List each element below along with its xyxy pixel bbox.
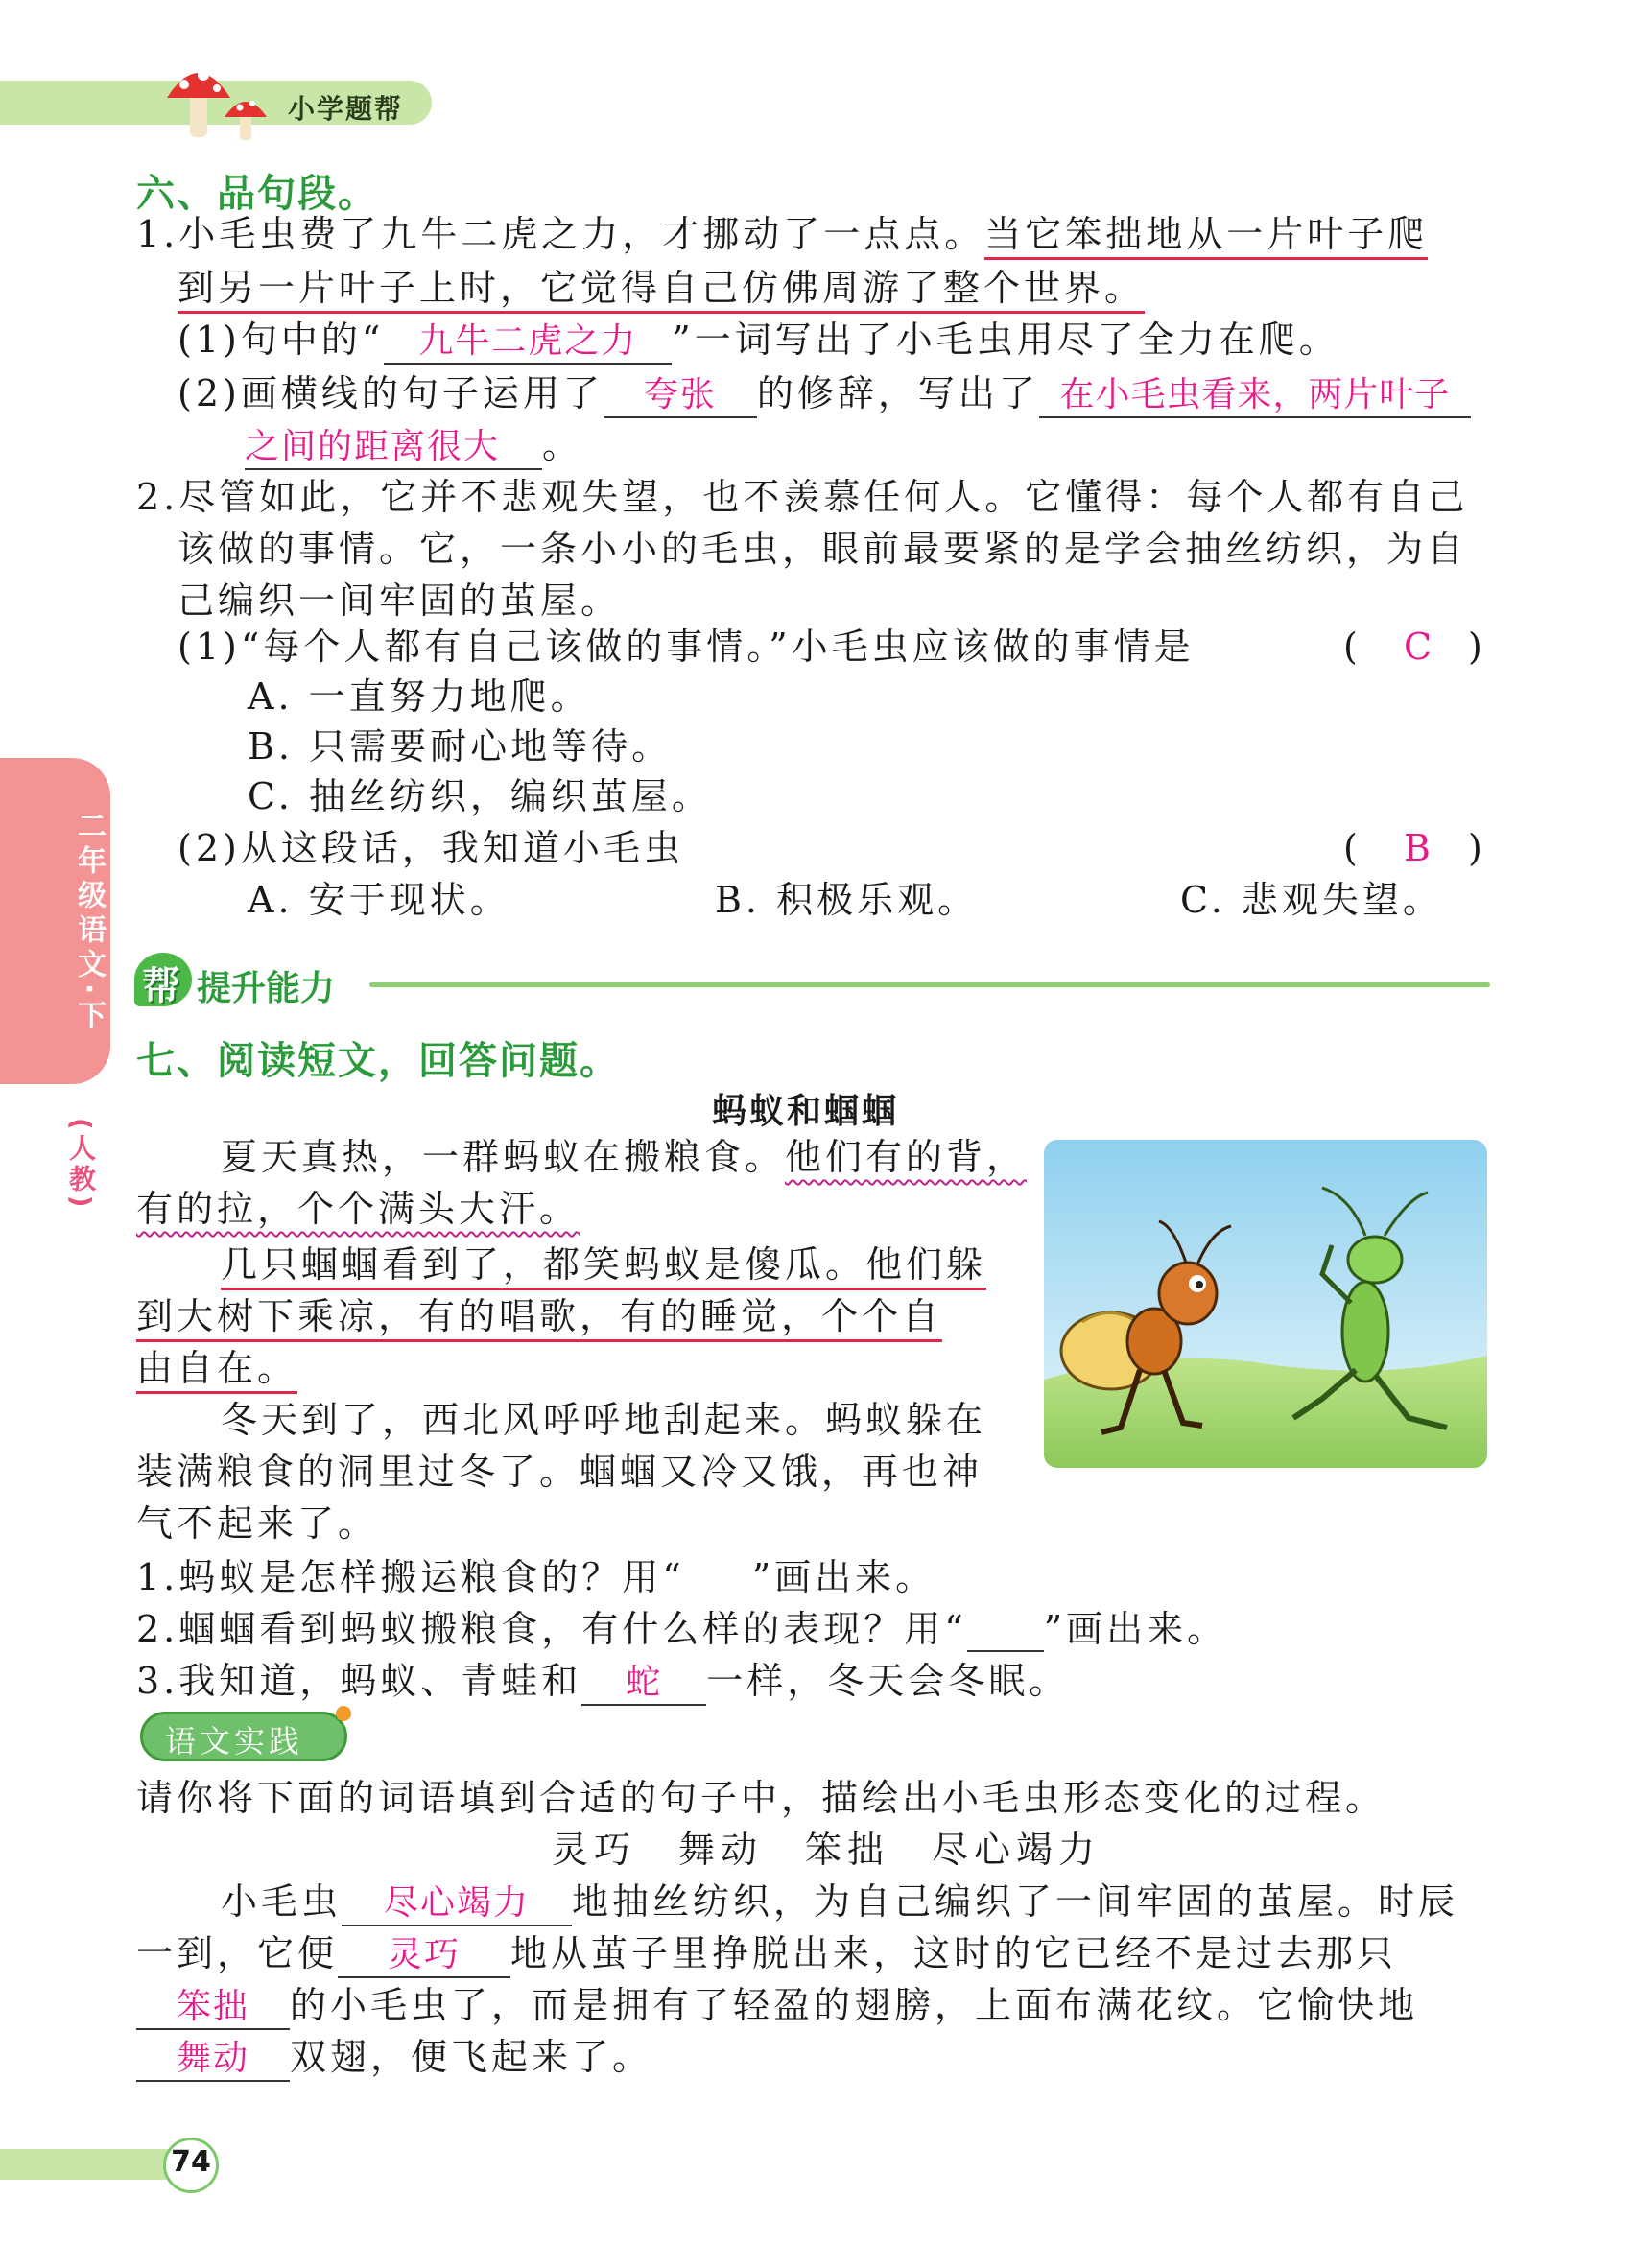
s6-q1-sub1: (1)句中的“ 九牛二虎之力 ”一词写出了小毛虫用尽了全力在爬。 (178, 315, 1339, 365)
s6-q2-sub1: (1)“每个人都有自己该做的事情。”小毛虫应该做的事情是 (178, 626, 1195, 668)
story-p3c: 气不起来了。 (136, 1502, 379, 1545)
side-edition-label: (人教) (65, 1118, 97, 1212)
ability-banner-label: 提升能力 (197, 969, 336, 1008)
s6-q2-sub2-paren-close: ) (1468, 827, 1482, 869)
s7-q3: 3.我知道，蚂蚁、青蛙和 蛇 一样，冬天会冬眠。 (136, 1656, 1069, 1706)
s6-q1-num: 1. (136, 213, 179, 255)
s6-q2-line2: 该做的事情。它，一条小小的毛虫，眼前最要紧的是学会抽丝纺织，为自 (178, 528, 1468, 570)
section6-title: 六、品句段。 (136, 172, 378, 216)
s6-q1-sub2-answer1: 夸张 (604, 374, 757, 418)
s7-q2-line-sample (967, 1608, 1044, 1652)
s6-q1-sub2-answer2b: 之间的距离很大 (245, 426, 542, 470)
story-p3a: 冬天到了，西北风呼呼地刮起来。蚂蚁躲在 (221, 1399, 987, 1441)
s6-q2-sub1-answer: C (1404, 626, 1433, 668)
s7-q1: 1.蚂蚁是怎样搬运粮食的？用“ ”画出来。 (136, 1552, 935, 1602)
s6-q2-sub2-paren-open: ( (1343, 827, 1358, 869)
page-number: 74 (171, 2145, 211, 2179)
s6-q2-sub2-opt-b: B. 积极乐观。 (715, 879, 979, 921)
story-p2a: 几只蝈蝈看到了，都笑蚂蚁是傻瓜。他们躲 (221, 1240, 986, 1289)
story-p3b: 装满粮食的洞里过冬了。蝈蝈又冷又饿，再也神 (136, 1451, 983, 1493)
s6-q1-sub2: (2)画横线的句子运用了 夸张 的修辞，写出了 在小毛虫看来，两片叶子 (178, 368, 1471, 418)
s6-q1-text: 小毛虫费了九牛二虎之力，才挪动了一点点。 (178, 213, 985, 255)
s6-q2-line3: 己编织一间牢固的茧屋。 (178, 579, 622, 622)
practice-l1: 小毛虫 尽心竭力 地抽丝纺织，为自己编织了一间牢固的茧屋。时辰 (221, 1877, 1458, 1926)
s6-q2-opt-a: A. 一直努力地爬。 (248, 675, 591, 718)
practice-l4: 舞动 双翅，便飞起来了。 (136, 2032, 652, 2082)
s7-q3-answer: 蛇 (581, 1662, 706, 1706)
side-grade-label: 二年级语文·下 (72, 811, 106, 1035)
story-title: 蚂蚁和蝈蝈 (712, 1092, 900, 1131)
practice-badge-label: 语文实践 (165, 1723, 304, 1760)
s6-q1-line2 (178, 263, 1145, 313)
s6-q2-sub2-answer: B (1404, 827, 1431, 869)
s6-q1-line1 (136, 209, 1428, 259)
ability-banner-rule (369, 982, 1490, 987)
brand-title: 小学题帮 (288, 93, 404, 125)
practice-l3: 笨拙 的小毛虫了，而是拥有了轻盈的翅膀，上面布满花纹。它愉快地 (136, 1980, 1418, 2030)
mushroom-logo-icon (163, 58, 278, 144)
ant-grasshopper-illustration (1044, 1140, 1487, 1468)
practice-word-bank: 灵巧 舞动 笨拙 尽心竭力 (552, 1829, 1101, 1871)
story-p2b: 到大树下乘凉，有的唱歌，有的睡觉，个个自 (136, 1291, 942, 1341)
s6-q2-opt-b: B. 只需要耐心地等待。 (248, 725, 673, 768)
s6-q1-sub2-answer2a: 在小毛虫看来，两片叶子 (1039, 374, 1471, 418)
s6-q2-sub2-opt-a: A. 安于现状。 (248, 879, 510, 921)
s6-q2-sub1-paren-open: ( (1343, 626, 1358, 668)
practice-l2: 一到，它便 灵巧 地从茧子里挣脱出来，这时的它已经不是过去那只 (136, 1928, 1397, 1978)
practice-badge-dot-icon (336, 1706, 351, 1721)
s6-q2-line1: 2.尽管如此，它并不悲观失望，也不羡慕任何人。它懂得：每个人都有自己 (136, 476, 1469, 518)
s6-q2-sub1-paren-close: ) (1468, 626, 1482, 668)
s7-q1-wave-sample (685, 1552, 752, 1602)
s6-q2-sub2-opt-c: C. 悲观失望。 (1180, 879, 1443, 921)
practice-answer-3: 笨拙 (136, 1986, 290, 2030)
section7-title: 七、阅读短文，回答问题。 (136, 1039, 620, 1083)
story-p1a: 夏天真热，一群蚂蚁在搬粮食。他们有的背， (221, 1136, 1028, 1178)
s6-q1-underlined-a: 当它笨拙地从一片叶子爬 (984, 213, 1428, 260)
practice-answer-1: 尽心竭力 (342, 1882, 572, 1926)
s6-q1-sub2-cont: 之间的距离很大 。 (245, 420, 582, 470)
practice-answer-4: 舞动 (136, 2038, 290, 2082)
s7-q2: 2.蝈蝈看到蚂蚁搬粮食，有什么样的表现？用“ ”画出来。 (136, 1608, 1228, 1650)
ability-banner-icon: 帮 (142, 964, 180, 1008)
s6-q2-opt-c: C. 抽丝纺织，编织茧屋。 (248, 775, 712, 817)
practice-instruction: 请你将下面的词语填到合适的句子中，描绘出小毛虫形态变化的过程。 (136, 1777, 1386, 1819)
story-p2c: 由自在。 (136, 1343, 297, 1393)
story-p1b: 有的拉，个个满头大汗。 (136, 1188, 580, 1230)
s6-q2-sub2: (2)从这段话，我知道小毛虫 (178, 827, 684, 869)
s6-q1-underlined-b: 到另一片叶子上时，它觉得自己仿佛周游了整个世界。 (178, 267, 1145, 314)
s6-q1-sub1-answer: 九牛二虎之力 (384, 320, 672, 365)
practice-answer-2: 灵巧 (338, 1934, 510, 1978)
